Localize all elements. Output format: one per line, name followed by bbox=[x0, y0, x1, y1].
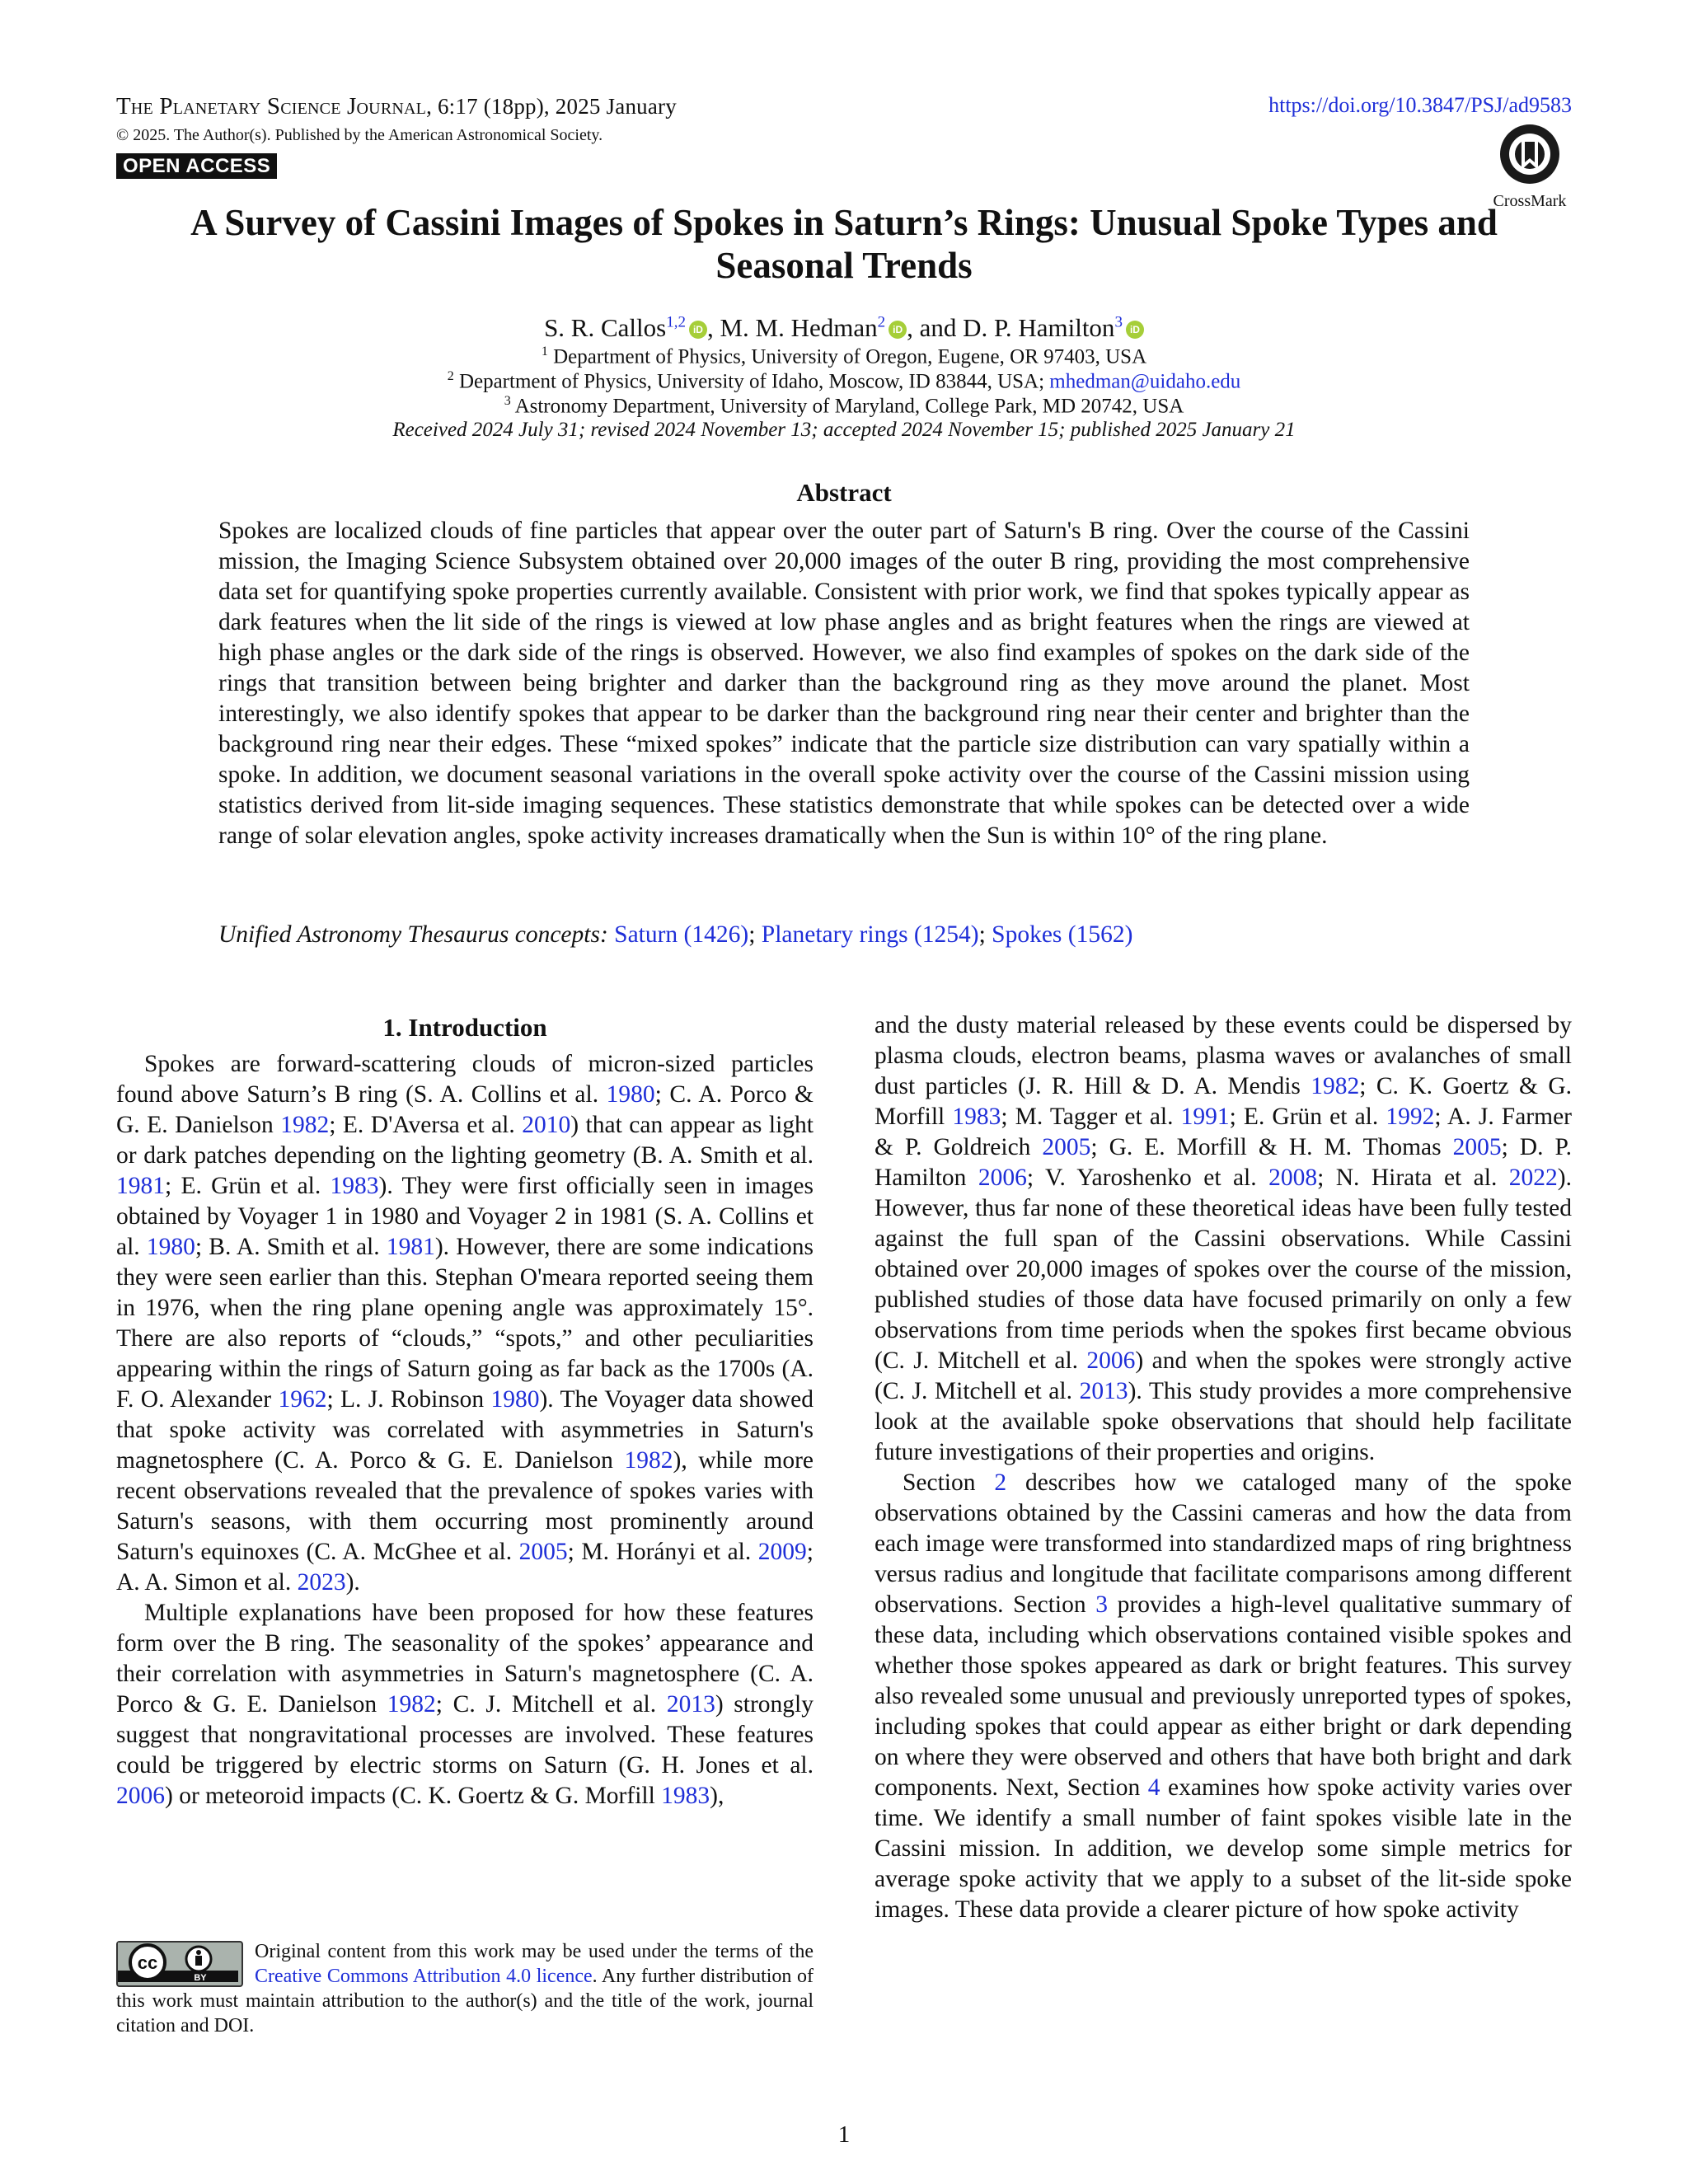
text-run: ; A. A. Simon et al. bbox=[116, 1539, 814, 1596]
citation-link[interactable]: 1992 bbox=[1386, 1104, 1435, 1130]
text-run: Multiple explanations have been proposed for how these features form over the B ring. The seasonality of the spokes’ appearance and their correlation with asymmetries in Saturn's magnetosphere (C. A. Porco & G. E. Danielson bbox=[116, 1600, 814, 1718]
paragraph bbox=[116, 1049, 814, 1598]
text-run: ; E. Grün et al. bbox=[1229, 1104, 1386, 1130]
text-run: ; D. P. Hamilton bbox=[874, 1134, 1572, 1191]
text-run: ). This study provides a more comprehensive look at the available spoke observations that should help facilitate future investigations of their properties and origins. bbox=[874, 1378, 1572, 1465]
text-run: ) strongly suggest that nongravitational processes are involved. These features could be triggered by electric storms on Saturn (G. H. Jones et al. bbox=[116, 1691, 814, 1779]
citation-link[interactable]: 3 bbox=[1095, 1591, 1108, 1618]
affiliation-text: Department of Physics, University of Idaho, Moscow, ID 83844, USA; bbox=[458, 370, 1050, 393]
crossmark-icon bbox=[1498, 122, 1562, 186]
text-run: ; M. Horányi et al. bbox=[567, 1539, 758, 1565]
text-run: ). bbox=[345, 1569, 360, 1596]
text-run: ; V. Yaroshenko et al. bbox=[1026, 1165, 1269, 1191]
citation-link[interactable]: 1980 bbox=[146, 1234, 195, 1260]
citation-link[interactable]: 1981 bbox=[386, 1234, 435, 1260]
license-text: Original content from this work may be used under the terms of the bbox=[255, 1941, 814, 1962]
citation-link[interactable]: 1983 bbox=[952, 1104, 1001, 1130]
text-run: ; L. J. Robinson bbox=[326, 1386, 491, 1413]
right-column bbox=[874, 1010, 1572, 1925]
publication-dates: Received 2024 July 31; revised 2024 November 13; accepted 2024 November 15; published 2025 January 21 bbox=[392, 419, 1296, 441]
left-column bbox=[116, 1012, 814, 1811]
text-run: ) or meteoroid impacts (C. K. Goertz & G. Morfill bbox=[165, 1783, 662, 1809]
text-run: and the dusty material released by these events could be dispersed by plasma clouds, electron beams, plasma waves or avalanches of small dust particles (J. R. Hill & D. A. Mendis bbox=[874, 1012, 1572, 1099]
citation-link[interactable]: 2013 bbox=[1079, 1378, 1128, 1404]
orcid-icon[interactable]: iD bbox=[689, 321, 707, 339]
affiliation bbox=[0, 369, 1688, 393]
author-name: M. M. Hedman bbox=[720, 313, 878, 342]
author-list bbox=[0, 313, 1688, 343]
citation-link[interactable]: 1980 bbox=[490, 1386, 540, 1413]
text-run: Spokes are forward-scattering clouds of micron-sized particles found above Saturn’s B ring (S. A. Collins et al. bbox=[116, 1051, 814, 1108]
citation-link[interactable]: 2005 bbox=[1452, 1134, 1502, 1160]
copyright-notice: © 2025. The Author(s). Published by the American Astronomical Society. bbox=[116, 126, 603, 144]
text-run: examines how spoke activity varies over time. We identify a small number of faint spokes visible late in the Cassini mission. In addition, we develop some simple metrics for average spoke activity that we apply to a subset of the lit-side spoke images. These data provide a clearer picture of how spoke activity bbox=[874, 1774, 1573, 1923]
text-run: ) and when the spokes were strongly active (C. J. Mitchell et al. bbox=[874, 1347, 1573, 1404]
text-run: ; C. K. Goertz & G. Morfill bbox=[874, 1073, 1572, 1130]
author-name: S. R. Callos bbox=[544, 313, 667, 342]
license-text-end: . Any further distribution of this work must maintain attribution to the author(s) and the title of the work, journal citation and DOI. bbox=[116, 1966, 814, 2036]
citation-link[interactable]: 1991 bbox=[1180, 1104, 1230, 1130]
citation-link[interactable]: 1983 bbox=[330, 1173, 379, 1199]
text-run: ; E. D'Aversa et al. bbox=[329, 1112, 523, 1138]
text-run: ; C. J. Mitchell et al. bbox=[435, 1691, 667, 1718]
text-run: ; G. E. Morfill & H. M. Thomas bbox=[1090, 1134, 1453, 1160]
page-number: 1 bbox=[837, 2121, 851, 2148]
text-run: ), bbox=[710, 1783, 724, 1809]
citation-link[interactable]: 2010 bbox=[522, 1112, 571, 1138]
affiliation bbox=[0, 344, 1688, 368]
keywords: Unified Astronomy Thesaurus concepts: Saturn (1426); Planetary rings (1254); Spokes (1562) bbox=[218, 921, 1133, 948]
keyword-link[interactable]: Saturn (1426) bbox=[614, 921, 749, 948]
cc-by-icon[interactable] bbox=[116, 1941, 243, 1987]
orcid-icon[interactable]: iD bbox=[889, 321, 907, 339]
citation-link[interactable]: 4 bbox=[1147, 1774, 1160, 1801]
text-run: ; C. A. Porco & G. E. Danielson bbox=[116, 1081, 814, 1138]
email-link[interactable]: mhedman@uidaho.edu bbox=[1049, 370, 1241, 393]
citation-link[interactable]: 1982 bbox=[387, 1691, 436, 1718]
journal-volume: , 6:17 (18pp), 2025 January bbox=[426, 94, 677, 119]
author-separator: , bbox=[706, 313, 720, 342]
text-run: ; E. Grün et al. bbox=[165, 1173, 331, 1199]
affiliation bbox=[0, 394, 1688, 418]
citation-link[interactable]: 2005 bbox=[518, 1539, 568, 1565]
affiliation-text: Astronomy Department, University of Maryland, College Park, MD 20742, USA bbox=[514, 395, 1184, 418]
author-affiliation-ref[interactable]: 2 bbox=[877, 313, 886, 331]
citation-link[interactable]: 1983 bbox=[661, 1783, 710, 1809]
text-run: ; M. Tagger et al. bbox=[1001, 1104, 1181, 1130]
citation-link[interactable]: 2009 bbox=[757, 1539, 807, 1565]
text-run: ). The Voyager data showed that spoke activity was correlated with asymmetries in Saturn's magnetosphere (C. A. Porco & G. E. Danielson bbox=[116, 1386, 814, 1474]
paragraph bbox=[874, 1468, 1572, 1925]
affiliation-number: 3 bbox=[504, 394, 511, 408]
citation-link[interactable]: 1981 bbox=[116, 1173, 165, 1199]
text-run: ; A. J. Farmer & P. Goldreich bbox=[874, 1104, 1572, 1160]
keyword-link[interactable]: Spokes (1562) bbox=[992, 921, 1133, 948]
citation-link[interactable]: 2013 bbox=[666, 1691, 715, 1718]
citation-link[interactable]: 1982 bbox=[280, 1112, 330, 1138]
citation-link[interactable]: 1982 bbox=[1311, 1073, 1360, 1099]
citation-link[interactable]: 2006 bbox=[978, 1165, 1027, 1191]
cc-by-graphic bbox=[118, 1943, 238, 1982]
citation-link[interactable]: 2008 bbox=[1268, 1165, 1318, 1191]
svg-text:cc: cc bbox=[137, 1952, 158, 1973]
citation-link[interactable]: 1982 bbox=[624, 1447, 673, 1474]
text-run: Section bbox=[903, 1469, 995, 1496]
citation-link[interactable]: 2006 bbox=[116, 1783, 165, 1809]
text-run: ). However, there are some indications they were seen earlier than this. Stephan O'meara reported seeing them in 1976, when the ring plane opening angle was approximately 15°. There are also reports of “clouds,” “spots,” and other peculiarities appearing within the rings of Saturn going as far back as the 1700s (A. F. O. Alexander bbox=[116, 1234, 814, 1413]
citation-link[interactable]: 1980 bbox=[606, 1081, 655, 1108]
doi-link[interactable]: https://doi.org/10.3847/PSJ/ad9583 bbox=[1268, 93, 1572, 117]
author-separator: , and bbox=[907, 313, 964, 342]
abstract-heading: Abstract bbox=[796, 478, 892, 507]
citation-link[interactable]: 2 bbox=[994, 1469, 1007, 1496]
text-run: ). However, thus far none of these theoretical ideas have been fully tested against the full span of the Cassini observations. While Cassini obtained over 20,000 images of spokes over the course of the mission, published studies of those data have focused primarily on only a few observations from time periods when the spokes first became obvious (C. J. Mitchell et al. bbox=[874, 1165, 1572, 1374]
crossmark-badge[interactable] bbox=[1490, 122, 1569, 211]
text-run: ), while more recent observations revealed that the prevalence of spokes varies with Saturn's seasons, with them occurring most prominently around Saturn's equinoxes (C. A. McGhee et al. bbox=[116, 1447, 814, 1565]
citation-link[interactable]: 1962 bbox=[278, 1386, 327, 1413]
affiliation-number: 2 bbox=[447, 369, 454, 383]
paper-title: A Survey of Cassini Images of Spokes in Saturn’s Rings: Unusual Spoke Types and Seasonal Trends bbox=[190, 202, 1498, 286]
paragraph bbox=[116, 1598, 814, 1811]
journal-name: The Planetary Science Journal bbox=[116, 93, 427, 120]
keywords-label: Unified Astronomy Thesaurus concepts: bbox=[218, 921, 608, 948]
svg-text:BY: BY bbox=[194, 1973, 207, 1982]
citation-link[interactable]: 2006 bbox=[1086, 1347, 1136, 1374]
citation-link[interactable]: 2023 bbox=[297, 1569, 346, 1596]
citation-link[interactable]: 2005 bbox=[1042, 1134, 1091, 1160]
author-affiliation-ref[interactable]: 1,2 bbox=[666, 313, 686, 331]
author-affiliation-ref[interactable]: 3 bbox=[1114, 313, 1123, 331]
abstract-text: Spokes are localized clouds of fine particles that appear over the outer part of Saturn's B ring. Over the course of the Cassini mission, the Imaging Science Subsystem obtained over 20,000 images of the outer B ring, providing the most comprehensive data set for quantifying spoke properties currently available. Consistent with prior work, we find that spokes typically appear as dark features when the lit side of the rings is viewed at low phase angles and as bright features when the rings are viewed at high phase angles or the dark side of the rings is observed. However, we also find examples of spokes on the dark side of the rings that transition between being brighter and darker than the background ring as they move around the planet. Most interestingly, we also identify spokes that appear to be darker than the background ring near their center and brighter than the background ring near their edges. These “mixed spokes” indicate that the particle size distribution can vary spatially within a spoke. In addition, we document seasonal variations in the overall spoke activity over the course of the Cassini mission using statistics derived from lit-side imaging sequences. These statistics demonstrate that while spokes can be detected over a wide range of solar elevation angles, spoke activity increases dramatically when the Sun is within 10° of the ring plane. bbox=[218, 518, 1470, 849]
orcid-icon[interactable]: iD bbox=[1126, 321, 1144, 339]
crossmark-label: CrossMark bbox=[1493, 192, 1567, 210]
author-name: D. P. Hamilton bbox=[963, 313, 1115, 342]
journal-citation bbox=[116, 93, 677, 120]
open-access-badge: OPEN ACCESS bbox=[116, 153, 277, 179]
text-run: ; N. Hirata et al. bbox=[1317, 1165, 1509, 1191]
license-notice bbox=[116, 1939, 814, 2038]
text-run: ). They were first officially seen in images obtained by Voyager 1 in 1980 and Voyager 2 in 1981 (S. A. Collins et al. bbox=[116, 1173, 814, 1260]
text-run: ; B. A. Smith et al. bbox=[195, 1234, 387, 1260]
text-run: provides a high-level qualitative summary of these data, including which observations contained visible spokes and whether those spokes appeared as dark or bright features. This survey also revealed some unusual and previously unreported types of spokes, including spokes that could appear as either bright or dark depending on where they were observed and others that have both bright and dark components. Next, Section bbox=[874, 1591, 1572, 1801]
license-link[interactable]: Creative Commons Attribution 4.0 licence bbox=[255, 1966, 593, 1987]
paragraph bbox=[874, 1010, 1572, 1468]
text-run: ) that can appear as light or dark patches depending on the lighting geometry (B. A. Smith et al. bbox=[116, 1112, 814, 1169]
affiliation-number: 1 bbox=[541, 344, 548, 359]
keyword-link[interactable]: Planetary rings (1254) bbox=[761, 921, 979, 948]
section-heading: 1. Introduction bbox=[382, 1013, 547, 1042]
text-run: describes how we cataloged many of the spoke observations obtained by the Cassini cameras and how the data from each image were transformed into standardized maps of ring brightness versus radius and longitude that facilitate comparisons among different observations. Section bbox=[874, 1469, 1572, 1618]
citation-link[interactable]: 2022 bbox=[1508, 1165, 1558, 1191]
affiliation-text: Department of Physics, University of Oregon, Eugene, OR 97403, USA bbox=[553, 345, 1147, 368]
